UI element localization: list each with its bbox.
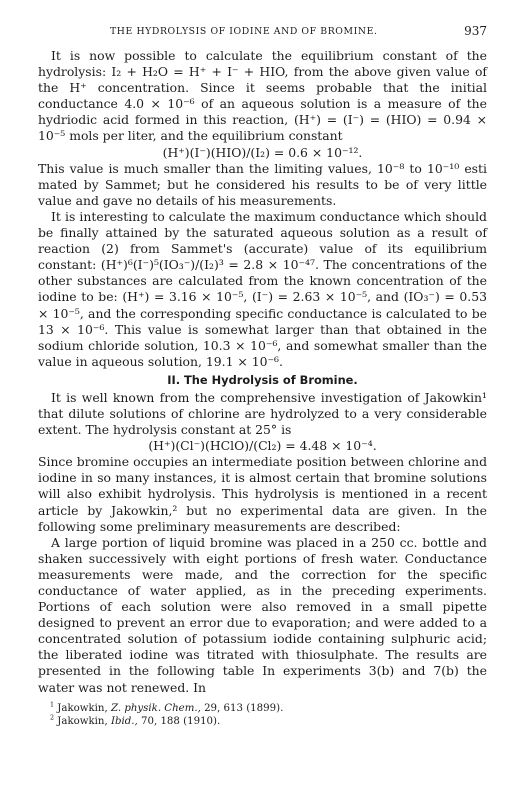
paragraph-sammet-comparison: This value is much smaller than the limiting values, 10⁻⁸ to 10⁻¹⁰ esti mated by Sammet; but he considered his results to be of very little value and gave no details of his measurements. [38,160,487,208]
footnote-1-journal: Z. physik. Chem., [110,702,201,714]
footnote-2-author: Jakowkin, [57,716,108,728]
footnote-1-author: Jakowkin, [57,702,108,714]
footnote-2 [38,715,487,729]
running-head: THE HYDROLYSIS OF IODINE AND OF BROMINE. [110,26,378,37]
journal-page [38,26,487,729]
equation-chlorine-hydrolysis: (H⁺)(Cl⁻)(HClO)/(Cl₂) = 4.48 × 10⁻⁴. [148,438,377,454]
footnote-2-journal: Ibid., [110,716,138,728]
paragraph-experiment-method: A large portion of liquid bromine was placed in a 250 cc. bottle and shaken successively with eight portions of fresh water. Conductance measurements were made, and the correction for the specific conductance of water applied, as in the preceding experiments. Portions of each solution were also removed in a small pipette designed to prevent an error due to evaporation; and were added to a concentrated solution of potassium iodide containing sulphuric acid; the liberated iodine was titrated with thiosulphate. The results are presented in the following table In experiments 3(b) and 7(b) the water was not renewed. In [38,534,487,695]
paragraph-chlorine-hydrolysis: It is well known from the comprehensive investigation of Jakowkin¹ that dilute solutions of chlorine are hydrolyzed to a very considerable extent. The hydrolysis constant at 25° is [38,389,487,438]
equation-iodine-hydrolysis: (H⁺)(I⁻)(HIO)/(I₂) = 0.6 × 10⁻¹². [162,144,363,160]
footnote-1 [38,702,487,716]
paragraph-maximum-conductance: It is interesting to calculate the maximum conductance which should be finally attained by the saturated aqueous solution as a result of reaction (2) from Sammet's (accurate) value of its equilibrium constant: (H⁺)⁶(I⁻)⁵(IO₃⁻)/(I₂)³ = 2.8 × 10⁻⁴⁷. The concentrations of the other substances are calculated from the known concentration of the iodine to be: (H⁺) = 3.16 × 10⁻⁵, (I⁻) = 2.63 × 10⁻⁵, and (IO₃⁻) = 0.53 × 10⁻⁵, and the corresponding specific conductance is calculated to be 13 × 10⁻⁶. This value is somewhat larger than that obtained in the sodium chloride solution, 10.3 × 10⁻⁶, and somewhat smaller than the value in aqueous solution, 19.1 × 10⁻⁶. [38,208,487,369]
footnote-2-mark: 2 [50,714,55,722]
footnote-1-mark: 1 [50,701,55,709]
footnote-1-reference: 29, 613 (1899). [204,702,284,714]
section-heading: II. The Hydrolysis of Bromine. [167,372,358,387]
page-number: 937 [464,24,487,38]
paragraph-equilibrium-constant: It is now possible to calculate the equilibrium constant of the hydrolysis: I₂ + H₂O = H⁺ + I⁻ + HIO, from the above given value of the H⁺ concentration. Since it seems probable that the initial conductance 4.0 × 10⁻⁶ of an aqueous solution is a measure of the hydriodic acid formed in this reaction, (H⁺) = (I⁻) = (HIO) = 0.94 × 10⁻⁵ mols per liter, and the equilibrium constant [38,48,487,144]
footnote-2-reference: 70, 188 (1910). [141,716,221,728]
page-header [38,26,487,48]
paragraph-bromine-hydrolysis: Since bromine occupies an intermediate position between chlorine and iodine in so many instances, it is almost certain that bromine solutions will also exhibit hydrolysis. This hydrolysis is mentioned in a recent article by Jakowkin,² but no experimental data are given. In the following some preliminary measurements are described: [38,454,487,534]
